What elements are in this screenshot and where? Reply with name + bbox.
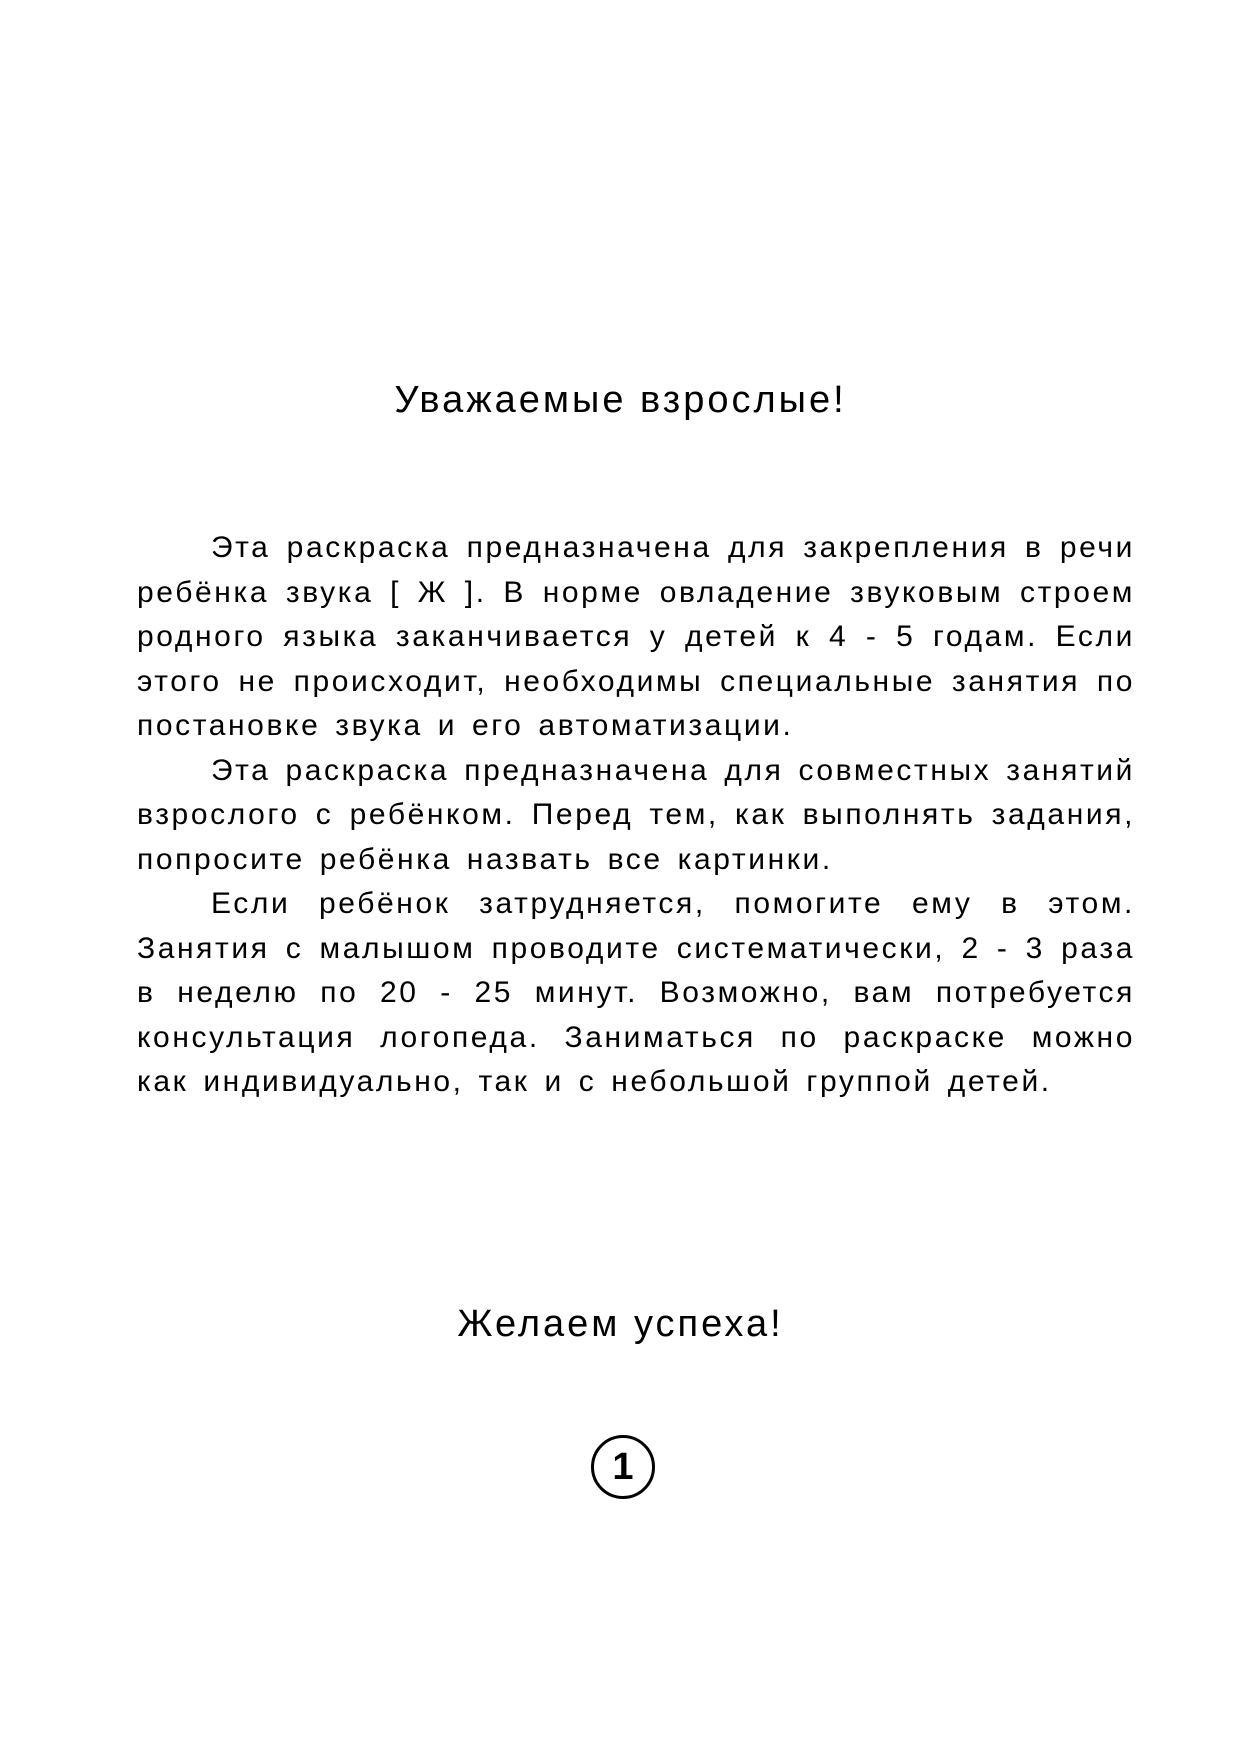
paragraph-3: Если ребёнок затрудняется, помогите ему в этом. Занятия с малышом проводите систематически, 2 - 3 раза в неделю по 20 - 25 минут. Возможно, вам потребуется консультация логопеда. Заниматься по раскраске можно как индивидуально, так и с небольшой группой детей. [137, 887, 1135, 1098]
page-number-badge: 1 [591, 1435, 655, 1499]
paragraph-1: Эта раскраска предназначена для закрепления в речи ребёнка звука [ Ж ]. В норме овладение звуковым строем родного языка заканчивается у детей к 4 - 5 годам. Если этого не происходит, необходимы специальные занятия по постановке звука и его автоматизации. [137, 531, 1135, 742]
page-heading: Уважаемые взрослые! [394, 379, 847, 421]
paragraph-2: Эта раскраска предназначена для совместных занятий взрослого с ребёнком. Перед тем, как выполнять задания, попросите ребёнка назвать все картинки. [137, 753, 1135, 876]
body-text [137, 526, 1135, 1105]
closing-wish: Желаем успеха! [457, 1303, 784, 1345]
